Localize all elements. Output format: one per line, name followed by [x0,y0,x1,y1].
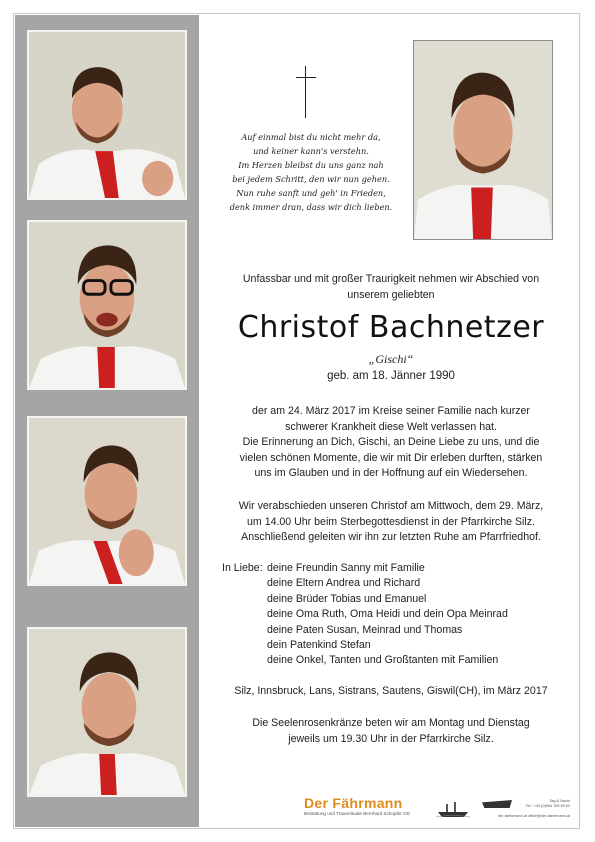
death-paragraph [205,404,577,482]
website-email: der-faehrmann.at office@der-faehrmann.at [497,814,570,818]
funeral-paragraph [205,499,577,546]
poem-line: Auf einmal bist du nicht mehr da, [241,132,381,142]
nickname: „Gischi“ [368,352,414,366]
photo-raised-eyebrow [27,627,187,797]
mourners-list [222,561,562,669]
mourner-entry: dein Patenkind Stefan [267,638,371,651]
places-line [205,684,577,700]
paragraph-line: uns im Glauben und in der Hoffnung auf ein Wiedersehen. [254,467,528,479]
paragraph-line: Die Seelenrosenkränze beten wir am Montag und Dienstag [252,717,530,729]
mourner-entry: deine Oma Ruth, Oma Heidi und dein Opa Meinrad [267,608,508,621]
places: Silz, Innsbruck, Lans, Sistrans, Sautens, Giswil(CH), im März 2017 [234,685,548,697]
poem-line: Im Herzen bleibst du uns ganz nah [238,160,384,170]
paragraph-line: der am 24. März 2017 im Kreise seiner Familie nach kurzer [252,405,530,417]
poem-line: Nun ruhe sanft und geh' in Frieden, [236,188,386,198]
paragraph-line: Wir verabschieden unseren Christof am Mittwoch, dem 29. März, [238,500,544,512]
contact-line: Tel.: +43 (0)664 195 99 62 [525,803,570,808]
mourner-entry: deine Eltern Andrea und Richard [267,577,421,590]
mourner-entry: deine Freundin Sanny mit Familie [267,562,425,574]
portrait-photo [413,40,553,240]
mourners-label: In Liebe: [222,562,263,574]
paragraph-line: Anschließend geleiten wir ihn zur letzten Ruhe am Pfarrfriedhof. [241,531,541,543]
intro-line: Unfassbar und mit großer Traurigkeit nehmen wir Abschied von [242,273,540,285]
mourner-entry: deine Onkel, Tanten und Großtanten mit Familien [267,654,499,667]
deceased-name: Christof Bachnetzer [237,310,545,345]
ferry-boat-icon [436,800,470,818]
intro-text [205,272,577,303]
paragraph-line: jeweils um 19.30 Uhr in der Pfarrkirche Silz. [288,732,494,745]
birth-date: geb. am 18. Jänner 1990 [327,370,455,382]
cross-icon [296,66,316,118]
poem-line: bei jedem Schritt, den wir nun gehen. [232,174,390,184]
paragraph-line: um 14.00 Uhr beim Sterbegottesdienst in der Pfarrkirche Silz. [247,515,535,528]
photo-thinking [27,416,187,586]
contact-info [518,799,570,809]
photo-thumbs-up [27,30,187,200]
contact-line: Tag & Nacht [549,799,570,803]
intro-line: unserem geliebten [347,288,435,301]
company-logo: Der Fährmann [304,795,403,811]
company-subtitle: Bestattung und Trauerrituale Bernhard Schopfer OG [304,811,411,816]
paragraph-line: vielen schönen Momente, die wir mit Dir erleben durften, stärken [239,451,543,464]
paragraph-line: Die Erinnerung an Dich, Gischi, an Deine Liebe zu uns, und die [242,436,540,448]
mourner-entry: deine Brüder Tobias und Emanuel [267,592,427,605]
mourner-entry: deine Paten Susan, Meinrad und Thomas [267,623,463,636]
rosary-paragraph [205,716,577,747]
paragraph-line: schwerer Krankheit diese Welt verlassen hat. [285,420,497,433]
photo-glasses [27,220,187,390]
poem-line: denk immer dran, dass wir dich lieben. [229,202,393,212]
poem-line: und keiner kann's verstehn. [253,146,369,156]
poem [216,130,406,214]
